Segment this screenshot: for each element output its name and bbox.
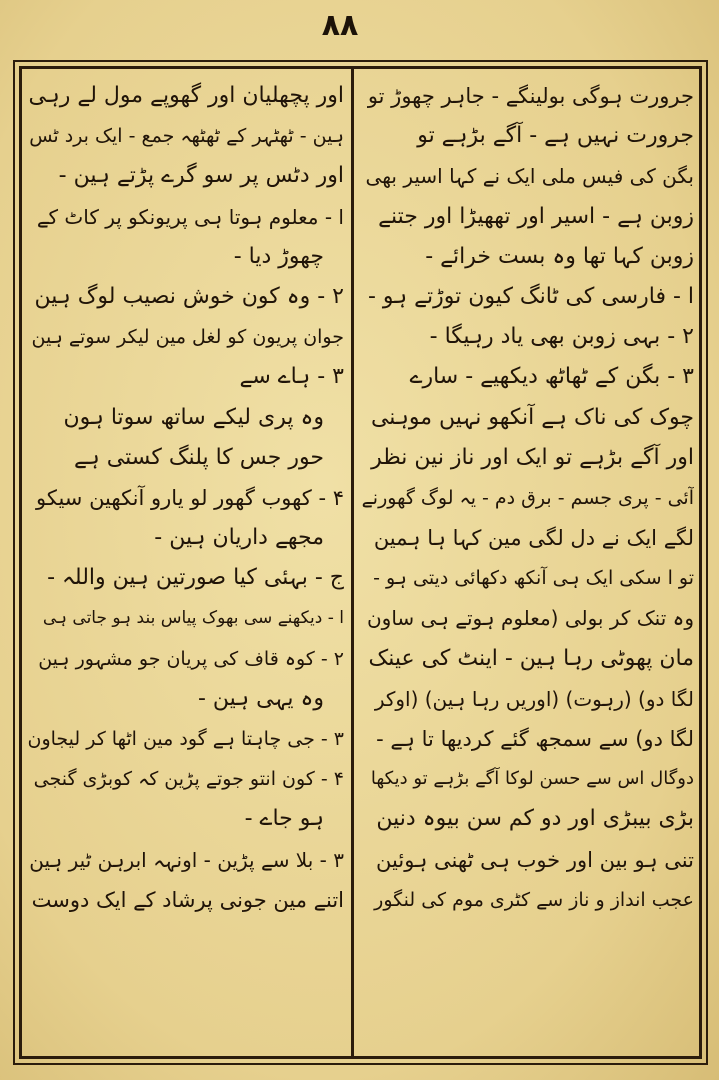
text-line: دوگال اس سے حسن لوکا آگے بڑہے تو دیکھا	[370, 768, 694, 790]
text-line: ۴ - کھوب گھور لو یارو آنکھین سیکو	[36, 485, 344, 510]
text-line: ج - بہئی کیا صورتین ہین واللہ -	[47, 565, 344, 591]
text-line: ۳ - بلا سے پڑین - اونہہ ابرہن ٹیر ہین	[29, 847, 344, 872]
text-line: ا - معلوم ہوتا ہی پریونکو پر کاٹ کے	[36, 204, 344, 229]
text-line: اتنے مین جونی پرشاد کے ایک دوست	[31, 887, 344, 912]
text-line: جرورت نہیں ہے - آگے بڑہے تو	[417, 123, 694, 149]
text-line: تنی ہو بین اور خوب ہی ٹھنی ہوئین	[376, 847, 694, 872]
right-text-column	[362, 76, 694, 920]
text-line: ۴ - کون انتو جوتے پڑین کہ کوبڑی گنجی	[33, 768, 344, 791]
text-line: بڑی بیبڑی اور دو کم سن بیوہ دنین	[376, 806, 694, 832]
text-line: ۳ - ہاے سے	[239, 364, 344, 390]
text-line: ۳ - بگن کے ٹھاٹھ دیکھیے - سارے	[409, 364, 694, 390]
text-line: اور پچھلیان اور گھوپے مول لے رہی	[28, 83, 344, 108]
text-line: آئی - پری جسم - برق دم - یہ لوگ گھورنے	[362, 486, 694, 509]
text-line: ا - فارسی کی ٹانگ کیون توڑتے ہو -	[367, 283, 694, 309]
text-line: چوک کی ناک ہے آنکھو نہیں موہنی	[370, 404, 694, 430]
text-line: ہو جاے -	[244, 806, 324, 832]
text-line: اور آگے بڑہے تو ایک اور ناز نین نظر	[371, 444, 694, 470]
text-line: مجھے داریان ہین -	[154, 525, 324, 551]
text-line: وہ یہی ہین -	[197, 685, 324, 711]
text-line: ہین - ٹھٹہر کے ٹھٹھہ جمع - ایک برد ٹس	[29, 125, 344, 148]
text-line: زوبن ہے - اسیر اور تھھیڑا اور جتنے	[378, 203, 694, 229]
left-text-column	[26, 76, 344, 920]
text-line: وہ تنک کر بولی (معلوم ہوتے ہی ساون	[366, 606, 694, 631]
text-line: اور دٹس پر سو گرے پڑتے ہین -	[58, 163, 344, 189]
text-line: ا - دیکھنے سی بھوک پیاس بند ہو جاتی ہی	[42, 608, 344, 629]
verse-line: حور جس کا پلنگ کستی ہے	[74, 444, 324, 470]
text-line: لگا دو) (رہوت) (اوریں رہا ہین) (اوکر	[374, 686, 694, 711]
page-number: ۸۸	[321, 8, 359, 43]
text-line: ۲ - کوہ قاف کی پریان جو مشہور ہین	[38, 647, 344, 670]
text-line: ۲ - وہ کون خوش نصیب لوگ ہین	[34, 283, 344, 309]
text-line: عجب انداز و ناز سے کٹری موم کی لنگور	[374, 888, 694, 911]
text-line: جرورت ہوگی بولینگے - جاہر چھوڑ تو	[367, 84, 694, 108]
text-line: تو ا سکی ایک ہی آنکھ دکھائی دیتی ہو -	[373, 567, 694, 590]
verse-line: وہ پری لیکے ساتھ سوتا ہون	[63, 404, 324, 430]
column-divider	[351, 68, 354, 1058]
text-line: زوبن کہا تھا وہ بست خرائے -	[425, 243, 694, 269]
text-line: جوان پریون کو لغل مین لیکر سوتے ہین	[31, 326, 344, 349]
text-line: چھوڑ دیا -	[233, 243, 324, 269]
text-line: لگا دو) سے سمجھ گئے کردیھا تا ہے -	[376, 727, 694, 751]
text-line: لگے ایک نے دل لگی مین کہا ہا ہمین	[373, 526, 694, 551]
text-line: مان پھوٹی رہا ہین - اینٹ کی عینک	[368, 645, 694, 671]
text-line: ۲ - بہی زوبن بھی یاد رہیگا -	[429, 324, 694, 350]
text-line: ۳ - جی چاہتا ہے گود مین اٹھا کر لیجاون	[27, 728, 344, 750]
text-line: بگن کی فیس ملی ایک نے کہا اسیر بھی	[365, 164, 694, 189]
